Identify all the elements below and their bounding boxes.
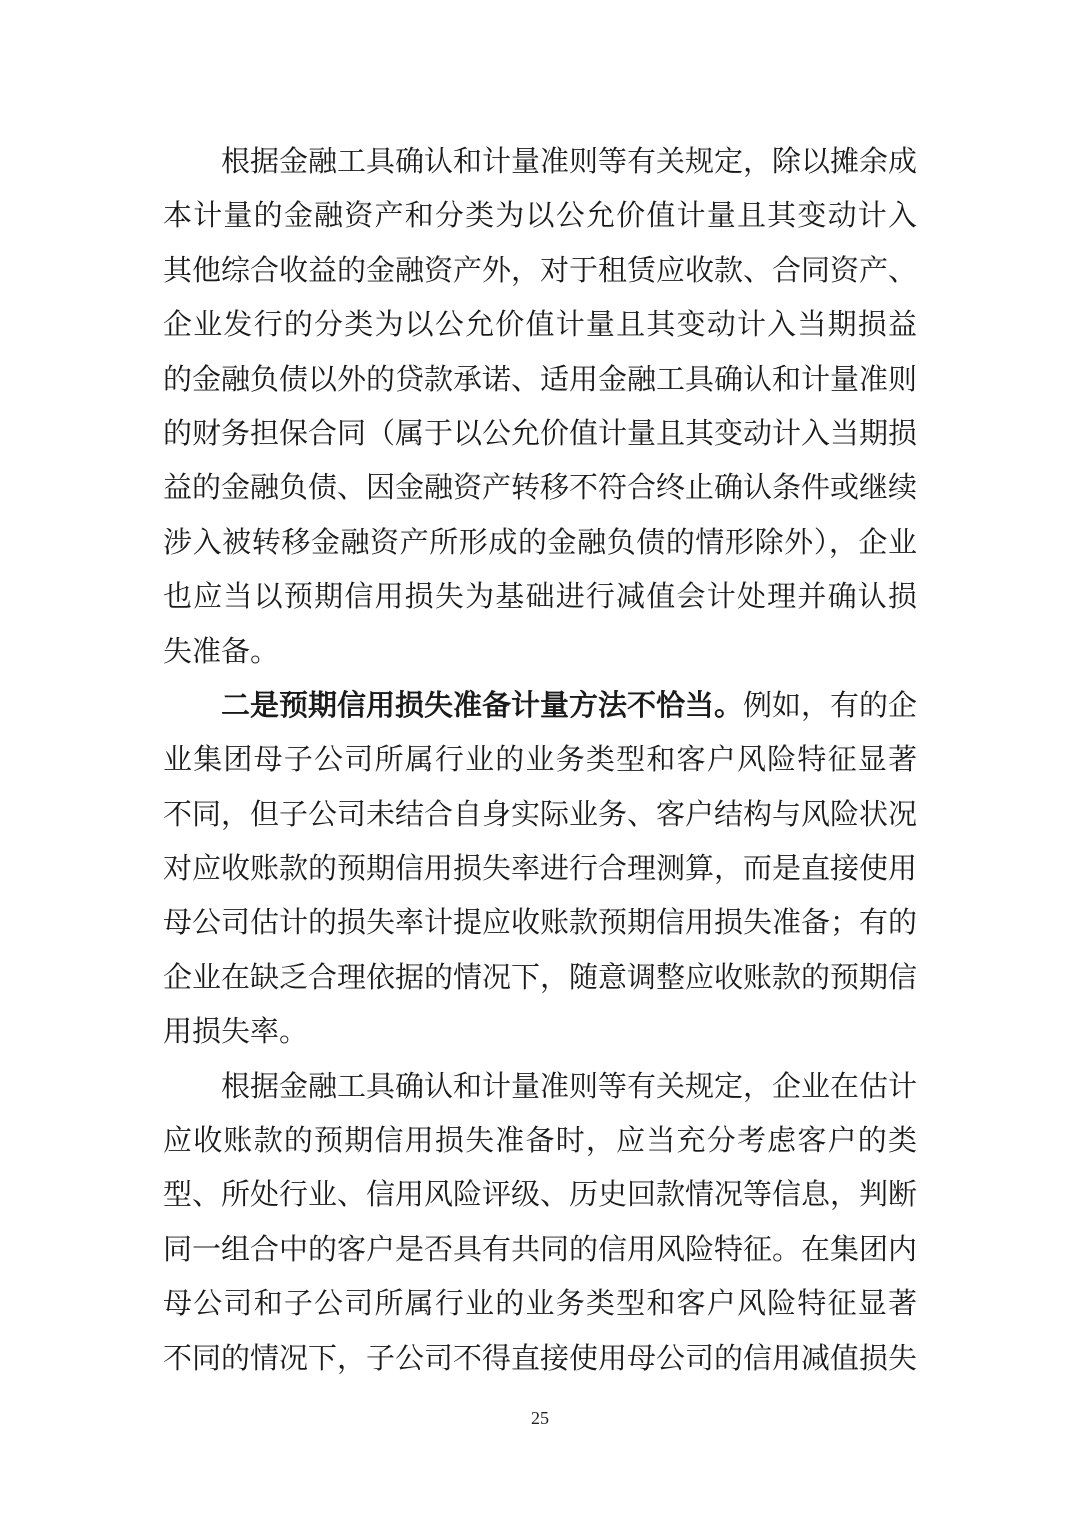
text-line: 不同，但子公司未结合自身实际业务、客户结构与风险状况 — [163, 796, 918, 831]
text-line: 其他综合收益的金融资产外，对于租赁应收款、合同资产、 — [163, 252, 918, 287]
text-line: 母公司估计的损失率计提应收账款预期信用损失准备；有的 — [163, 905, 918, 940]
text-line: 用损失率。 — [163, 1014, 309, 1049]
text-line: 根据金融工具确认和计量准则等有关规定，除以摊余成 — [221, 144, 918, 178]
text-line: 本计量的金融资产和分类为以公允价值计量且其变动计入 — [163, 198, 917, 233]
text-line: 同一组合中的客户是否具有共同的信用风险特征。在集团内 — [163, 1231, 918, 1266]
text-line: 也应当以预期信用损失为基础进行减值会计处理并确认损 — [163, 579, 917, 614]
text-line: 涉入被转移金融资产所形成的金融负债的情形除外），企业 — [163, 524, 917, 559]
bold-lead-text: 二是预期信用损失准备计量方法不恰当。 — [221, 687, 744, 722]
text-line: 应收账款的预期信用损失准备时，应当充分考虑客户的类 — [163, 1123, 917, 1158]
first-line-rest: 例如，有的企 — [743, 687, 918, 722]
text-line: 母公司和子公司所属行业的业务类型和客户风险特征显著 — [163, 1286, 917, 1321]
text-line-with-bold-lead — [163, 678, 917, 732]
text-line: 不同的情况下，子公司不得直接使用母公司的信用减值损失 — [163, 1340, 918, 1375]
text-line: 的财务担保合同（属于以公允价值计量且其变动计入当期损 — [163, 415, 918, 450]
text-line: 的金融负债以外的贷款承诺、适用金融工具确认和计量准则 — [163, 361, 918, 396]
text-line: 根据金融工具确认和计量准则等有关规定，企业在估计 — [221, 1068, 918, 1103]
text-line: 对应收账款的预期信用损失率进行合理测算，而是直接使用 — [163, 851, 918, 886]
text-line: 企业发行的分类为以公允价值计量且其变动计入当期损益 — [163, 307, 917, 342]
body-text — [163, 134, 917, 1385]
text-line: 型、所处行业、信用风险评级、历史回款情况等信息，判断 — [163, 1177, 918, 1212]
page-number: 25 — [531, 1408, 549, 1428]
text-line: 失准备。 — [163, 633, 280, 668]
text-line: 益的金融负债、因金融资产转移不符合终止确认条件或继续 — [163, 470, 918, 505]
text-line: 企业在缺乏合理依据的情况下，随意调整应收账款的预期信 — [163, 959, 918, 994]
text-line: 业集团母子公司所属行业的业务类型和客户风险特征显著 — [163, 742, 917, 777]
